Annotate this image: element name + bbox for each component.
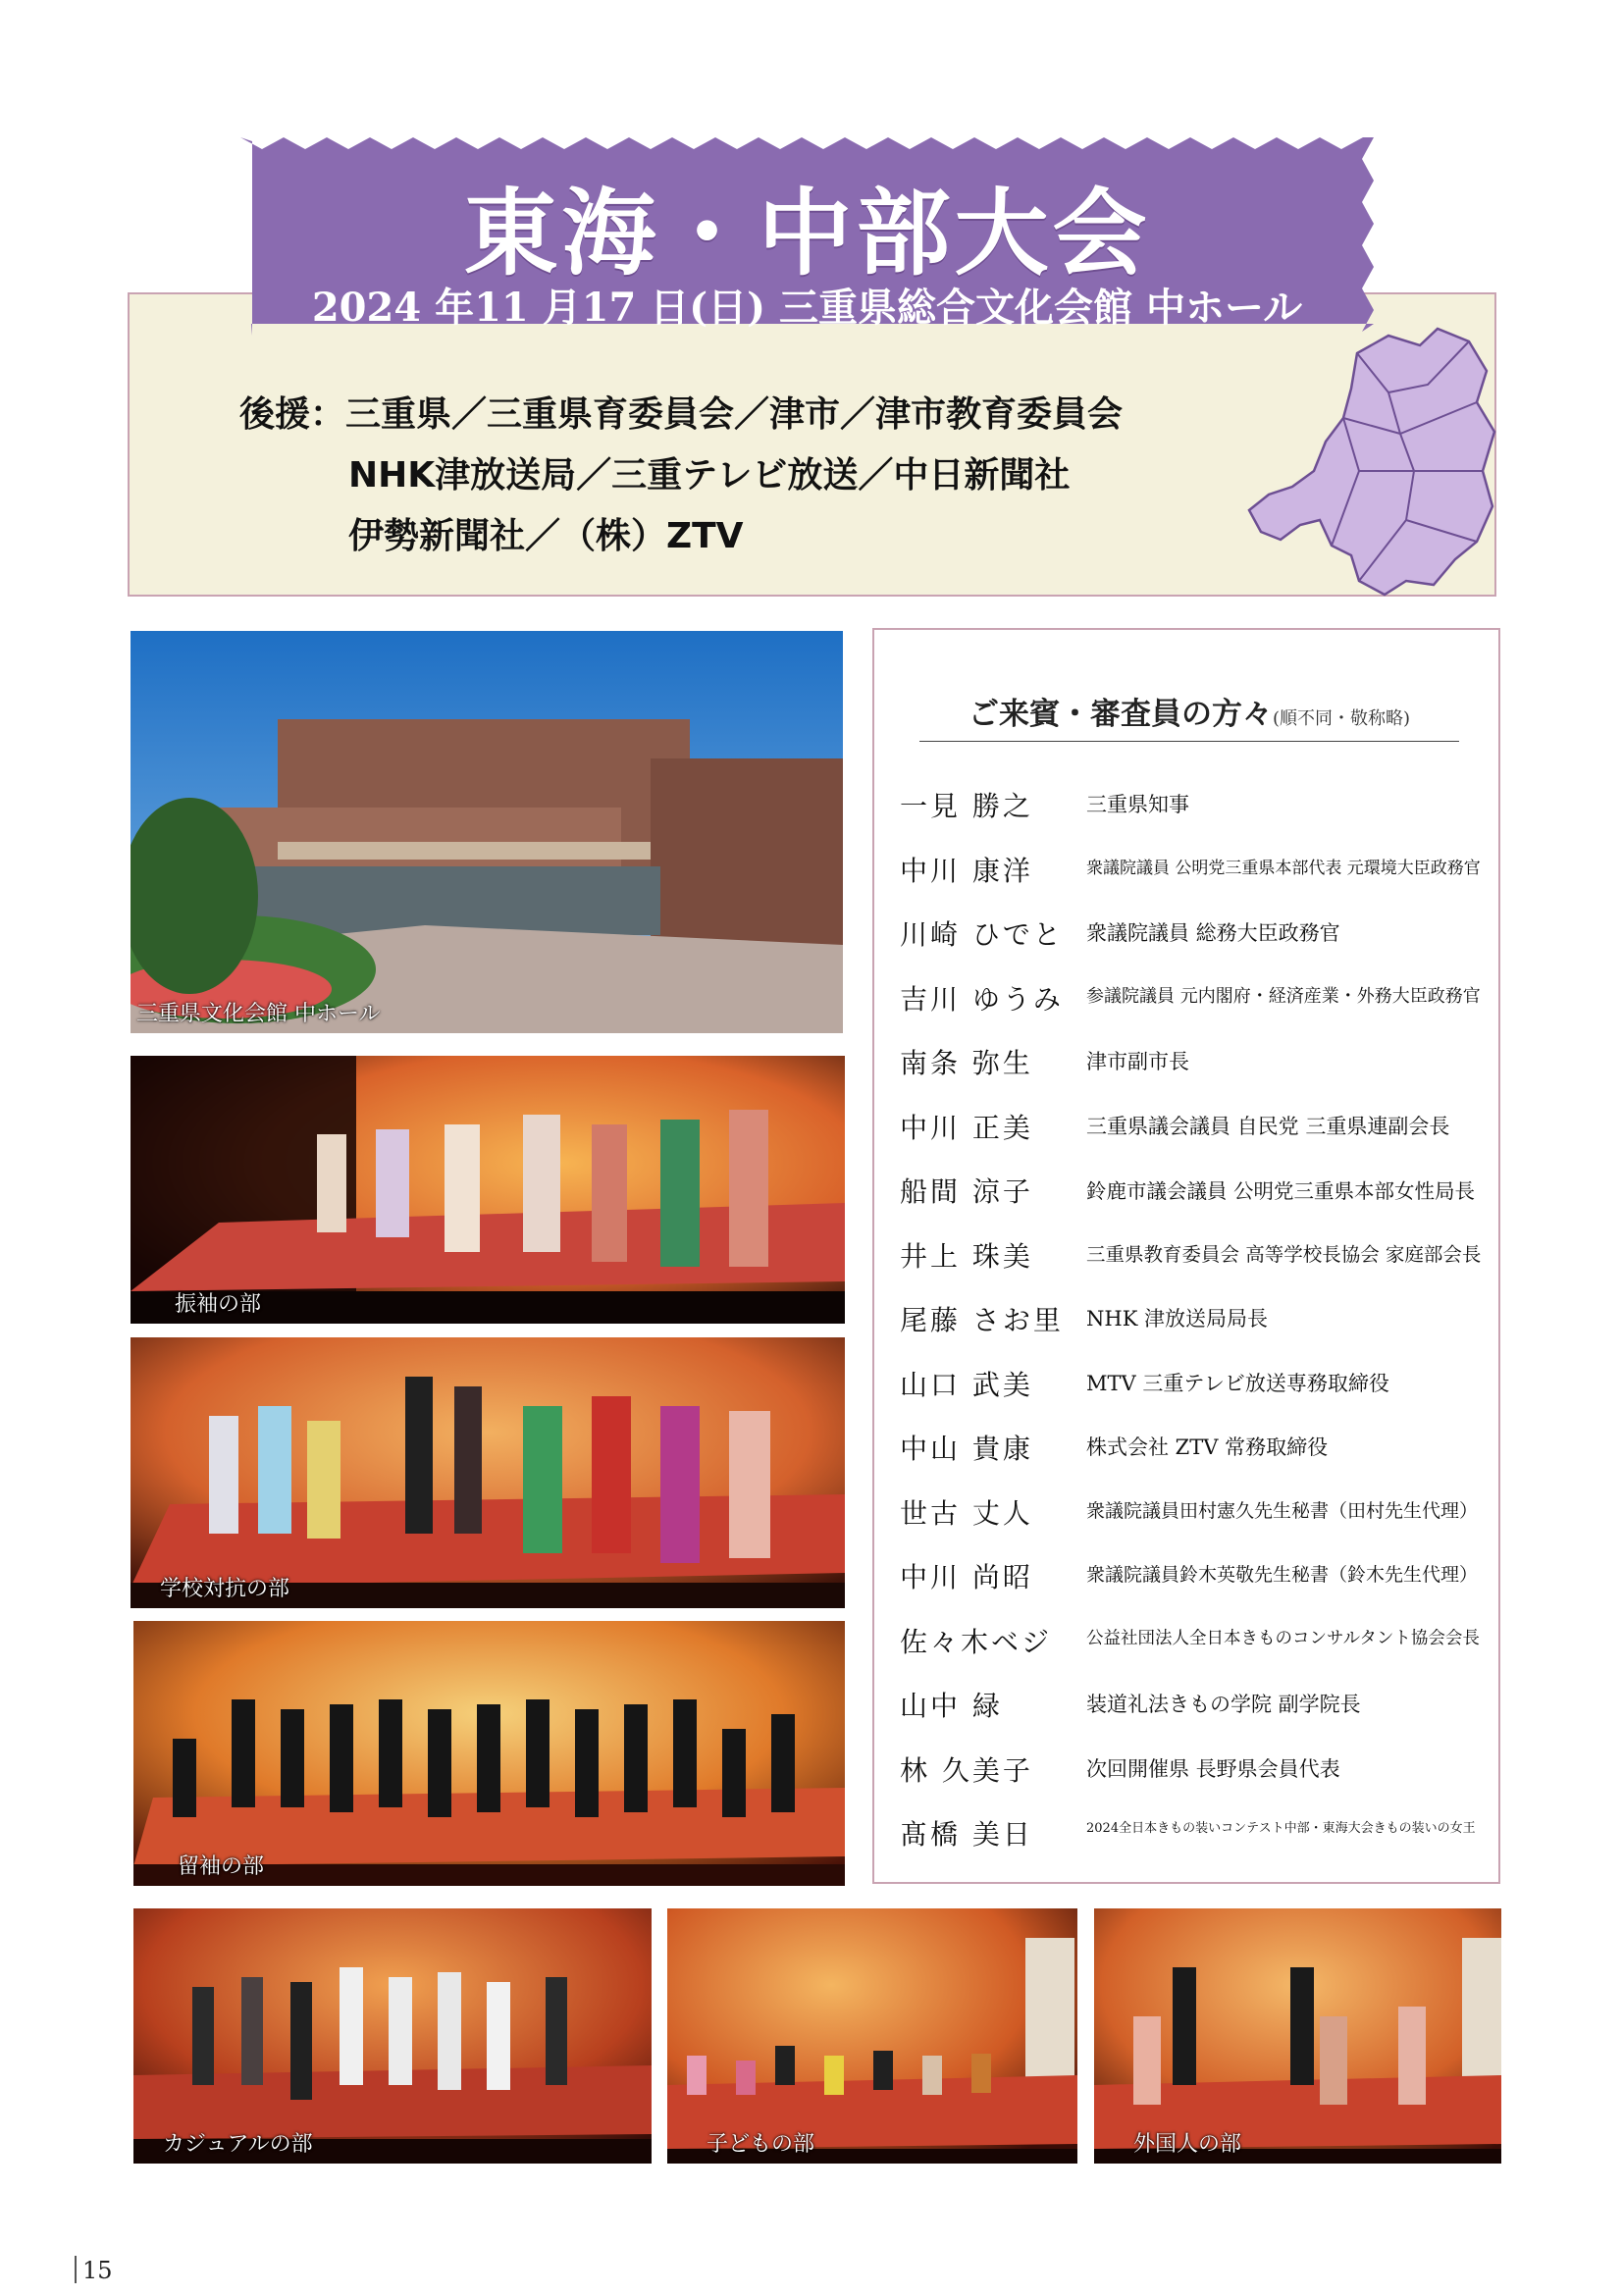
guest-name: 吉川 ゆうみ	[900, 982, 1064, 1016]
guest-name: 中山 貴康	[900, 1433, 1033, 1465]
guest-title: 装道礼法きもの学院 副学院長	[1086, 1693, 1361, 1716]
photo-foreign	[1094, 1908, 1501, 2164]
guest-name: 中川 尚昭	[900, 1561, 1033, 1593]
support-line-3: 伊勢新聞社／（株）ZTV	[348, 516, 744, 556]
support-label: 後援：	[239, 394, 346, 435]
guest-title: 衆議院議員鈴木英敬先生秘書（鈴木先生代理）	[1086, 1564, 1479, 1586]
guest-name: 林 久美子	[900, 1753, 1033, 1787]
guest-list-header	[919, 689, 1459, 742]
guest-row	[900, 1299, 1489, 1348]
guest-title: 衆議院議員 公明党三重県本部代表 元環境大臣政務官	[1086, 858, 1481, 878]
guest-name: 尾藤 さお里	[900, 1304, 1064, 1336]
guest-row	[900, 1621, 1489, 1670]
guest-title: 次回開催県 長野県会員代表	[1086, 1756, 1340, 1781]
guest-row	[900, 1492, 1489, 1541]
guest-name: 南条 弥生	[900, 1047, 1033, 1079]
guest-list-title: ご来賓・審査員の方々	[968, 697, 1273, 732]
guest-row	[900, 1685, 1489, 1734]
support-line-2: NHK津放送局／三重テレビ放送／中日新聞社	[348, 455, 1071, 496]
caption-children: 子どもの部	[707, 2132, 815, 2157]
guest-row	[900, 1107, 1489, 1156]
guest-name: 船間 涼子	[900, 1175, 1033, 1208]
guest-name: 一見 勝之	[900, 790, 1033, 822]
region-map	[1241, 324, 1501, 599]
guest-title: 衆議院議員 総務大臣政務官	[1086, 921, 1340, 945]
guest-row	[900, 913, 1489, 963]
caption-venue: 三重県文化会館 中ホール	[136, 1002, 381, 1026]
guest-title: 津市副市長	[1086, 1050, 1189, 1073]
guest-title: NHK 津放送局局長	[1086, 1307, 1269, 1331]
page-title: 東海・中部大会	[463, 179, 1151, 288]
map-region-shape	[1249, 329, 1494, 595]
guest-name: 世古 丈人	[900, 1496, 1033, 1530]
guest-row	[900, 1171, 1489, 1220]
guest-title: 鈴鹿市議会議員 公明党三重県本部女性局長	[1086, 1179, 1476, 1203]
page-number-bar	[75, 2256, 77, 2283]
caption-furisode: 振袖の部	[175, 1292, 262, 1317]
guest-row	[900, 1364, 1489, 1413]
guest-title: 2024全日本きもの装いコンテスト中部・東海大会きもの装いの女王	[1086, 1821, 1476, 1836]
guest-row	[900, 1556, 1489, 1605]
photo-furisode	[131, 1056, 845, 1324]
caption-foreign: 外国人の部	[1133, 2132, 1242, 2157]
title-banner	[240, 137, 1374, 336]
caption-tomesode: 留袖の部	[178, 1854, 265, 1879]
guest-row	[900, 1042, 1489, 1091]
caption-casual: カジュアルの部	[163, 2132, 313, 2157]
guest-title: 公益社団法人全日本きものコンサルタント協会会長	[1086, 1628, 1480, 1648]
photo-casual	[133, 1908, 652, 2164]
guest-name: 中川 康洋	[900, 854, 1033, 887]
guest-name: 川崎 ひでと	[900, 918, 1064, 951]
guest-name: 山口 武美	[900, 1368, 1033, 1401]
guest-title: 衆議院議員田村憲久先生秘書（田村先生代理）	[1086, 1499, 1479, 1522]
guest-name: 井上 珠美	[900, 1239, 1033, 1273]
guest-row	[900, 978, 1489, 1027]
guest-list-note: (順不同・敬称略)	[1272, 708, 1411, 729]
photo-children	[667, 1908, 1077, 2164]
photo-school	[131, 1337, 845, 1608]
photo-tomesode	[133, 1621, 845, 1886]
guest-row	[900, 1813, 1489, 1862]
guest-name: 佐々木ベジ	[900, 1625, 1053, 1658]
guest-row	[900, 1428, 1489, 1477]
guest-list-box	[872, 628, 1500, 1884]
guest-title: 三重県教育委員会 高等学校長協会 家庭部会長	[1086, 1242, 1482, 1266]
guest-row	[900, 785, 1489, 834]
guest-name: 山中 緑	[900, 1690, 1003, 1722]
guest-row	[900, 1235, 1489, 1284]
guest-name: 中川 正美	[900, 1111, 1033, 1144]
guest-title: 三重県知事	[1086, 793, 1189, 816]
guest-row	[900, 850, 1489, 899]
guest-title: 参議院議員 元内閣府・経済産業・外務大臣政務官	[1086, 985, 1481, 1007]
guest-name: 髙橋 美日	[900, 1818, 1033, 1851]
photo-venue	[131, 631, 843, 1033]
support-line-1: 三重県／三重県育委員会／津市／津市教育委員会	[345, 394, 1124, 435]
caption-school: 学校対抗の部	[160, 1577, 290, 1601]
event-date-venue: 2024 年11 月17 日(日) 三重県総合文化会館 中ホール	[311, 285, 1303, 331]
support-row-1	[239, 385, 1123, 445]
support-list	[239, 385, 1123, 567]
guest-title: 三重県議会議員 自民党 三重県連副会長	[1086, 1114, 1450, 1138]
page-number: 15	[82, 2257, 113, 2284]
guest-row	[900, 1749, 1489, 1799]
guest-title: 株式会社 ZTV 常務取締役	[1086, 1435, 1329, 1459]
guest-title: MTV 三重テレビ放送専務取締役	[1086, 1371, 1389, 1395]
